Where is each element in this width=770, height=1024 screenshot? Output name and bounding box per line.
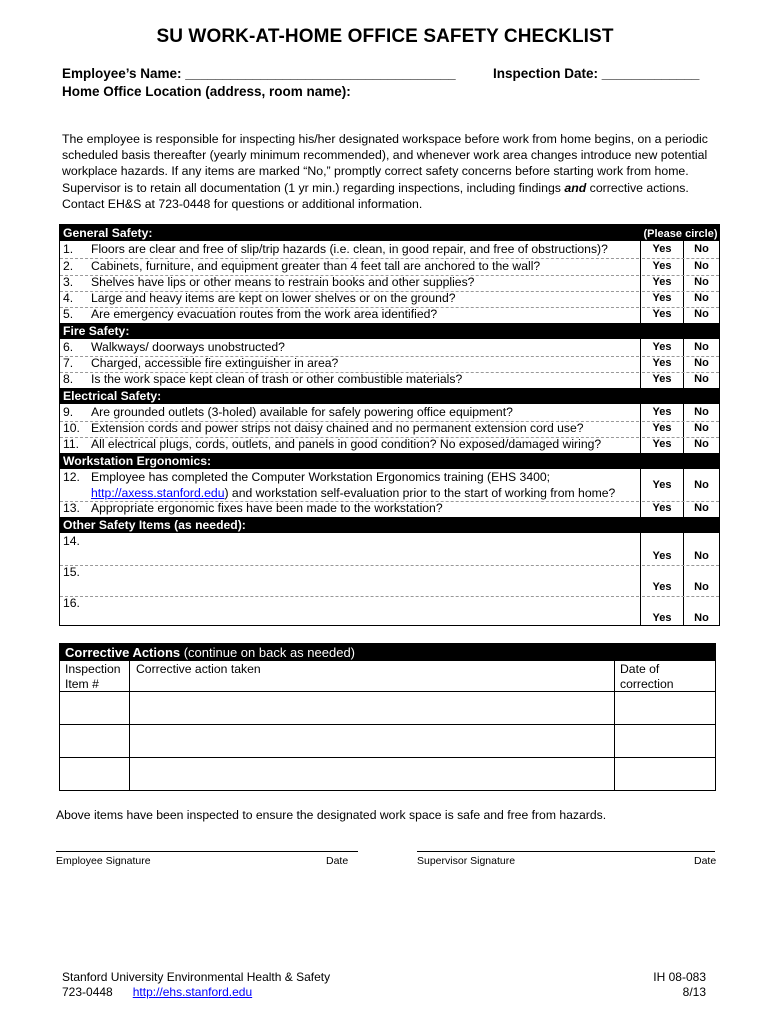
home-office-location-label: Home Office Location (address, room name): [62, 84, 351, 99]
checklist-item-11: 11. All electrical plugs, cords, outlets, and panels in good condition? No exposed/damaged wiring? Yes No [60, 437, 719, 453]
employee-name-label: Employee’s Name: ____________________________________ [62, 66, 456, 81]
intro-paragraph: The employee is responsible for inspecting his/her designated workspace before work from home begins, on a periodic scheduled basis thereafter (yearly minimum recommended), and whenever work area changes introduce new potential workplace hazards. If any items are marked “No,” promptly correct safety concerns before starting work from home. Supervisor is to retain all documentation (1 yr min.) regarding inspections, including findings and corrective actions. Contact EH&S at 723-0448 for questions or additional information. [62, 132, 708, 211]
checklist-item-9: 9. Are grounded outlets (3-holed) available for safely powering office equipment? Yes No [60, 405, 719, 421]
checklist-item-12: 12. Employee has completed the Computer Workstation Ergonomics training (EHS 3400; http://axess.stanford.edu) and workstation self-evaluation prior to the start of working from home? Yes No [60, 470, 719, 501]
yes-option[interactable]: Yes [652, 612, 672, 624]
footer-right [600, 970, 706, 1000]
yes-option[interactable]: Yes [652, 341, 672, 353]
col-corrective-action: Corrective action taken [136, 662, 261, 676]
no-option[interactable]: No [694, 550, 709, 562]
checklist-item-13: 13. Appropriate ergonomic fixes have been made to the workstation? Yes No [60, 501, 719, 517]
yes-option[interactable]: Yes [652, 292, 672, 304]
checklist-item-5: 5. Are emergency evacuation routes from the work area identified? Yes No [60, 307, 719, 323]
row-1-action-cell[interactable] [130, 692, 614, 724]
yes-option[interactable]: Yes [652, 581, 672, 593]
col-inspection-item: Inspection Item # [65, 662, 121, 691]
no-option[interactable]: No [694, 260, 709, 272]
row-3-action-cell[interactable] [130, 758, 614, 790]
page-title: SU WORK-AT-HOME OFFICE SAFETY CHECKLIST [156, 26, 614, 47]
footer-phone: 723-0448 [62, 985, 113, 999]
section-electrical-safety: Electrical Safety: [60, 388, 719, 404]
row-2-date-cell[interactable] [615, 725, 715, 757]
yes-option[interactable]: Yes [652, 373, 672, 385]
no-option[interactable]: No [694, 357, 709, 369]
yes-option[interactable]: Yes [652, 406, 672, 418]
checklist-item-16: 16. Yes No [60, 596, 719, 627]
row-1-item-cell[interactable] [60, 692, 129, 724]
checklist-item-2: 2. Cabinets, furniture, and equipment greater than 4 feet tall are anchored to the wall? Yes No [60, 259, 719, 275]
please-circle-label: (Please circle) [643, 228, 718, 240]
yes-option[interactable]: Yes [652, 276, 672, 288]
yes-option[interactable]: Yes [652, 308, 672, 320]
no-option[interactable]: No [694, 406, 709, 418]
checklist-item-3: 3. Shelves have lips or other means to restrain books and other supplies? Yes No [60, 275, 719, 291]
corrective-actions-table [59, 643, 716, 791]
employee-signature-line[interactable] [56, 851, 358, 852]
yes-option[interactable]: Yes [652, 260, 672, 272]
row-2-item-cell[interactable] [60, 725, 129, 757]
no-option[interactable]: No [694, 373, 709, 385]
row-3-item-cell[interactable] [60, 758, 129, 790]
supervisor-date-label: Date [694, 855, 717, 867]
no-option[interactable]: No [694, 292, 709, 304]
footer-org: Stanford University Environmental Health & Safety [62, 970, 331, 984]
section-workstation-ergonomics: Workstation Ergonomics: [60, 453, 719, 469]
yes-option[interactable]: Yes [652, 357, 672, 369]
no-option[interactable]: No [694, 341, 709, 353]
checklist-item-10: 10. Extension cords and power strips not daisy chained and no permanent extension cord use? Yes No [60, 421, 719, 437]
section-other-safety-items: Other Safety Items (as needed): [60, 517, 719, 533]
inspection-date-label: Inspection Date: _____________ [493, 66, 700, 81]
no-option[interactable]: No [694, 276, 709, 288]
supervisor-signature-label: Supervisor Signature [417, 855, 516, 867]
section-general-safety: General Safety: (Please circle) [60, 225, 719, 241]
no-option[interactable]: No [694, 502, 709, 514]
safety-checklist [59, 224, 720, 626]
no-option[interactable]: No [694, 438, 709, 450]
checklist-item-6: 6. Walkways/ doorways unobstructed? Yes No [60, 340, 719, 356]
yes-option[interactable]: Yes [652, 438, 672, 450]
col-date-of-correction: Date of correction [620, 662, 674, 691]
row-2-action-cell[interactable] [130, 725, 614, 757]
checklist-item-14: 14. Yes No [60, 534, 719, 565]
yes-option[interactable]: Yes [652, 502, 672, 514]
employee-date-label: Date [326, 855, 349, 867]
supervisor-signature-line[interactable] [417, 851, 715, 852]
checklist-item-7: 7. Charged, accessible fire extinguisher in area? Yes No [60, 356, 719, 372]
employee-signature-label: Employee Signature [56, 855, 151, 867]
no-option[interactable]: No [694, 612, 709, 624]
no-option[interactable]: No [694, 422, 709, 434]
corrective-actions-header: Corrective Actions (continue on back as needed) [60, 644, 715, 661]
ehs-website-link[interactable]: http://ehs.stanford.edu [132, 985, 253, 999]
axess-link[interactable]: http://axess.stanford.edu [91, 485, 225, 500]
revision-date: 8/13 [682, 985, 706, 999]
inspection-statement: Above items have been inspected to ensure the designated work space is safe and free from hazards. [56, 808, 607, 822]
no-option[interactable]: No [694, 581, 709, 593]
checklist-item-15: 15. Yes No [60, 565, 719, 596]
yes-option[interactable]: Yes [652, 422, 672, 434]
no-option[interactable]: No [694, 308, 709, 320]
checklist-item-8: 8. Is the work space kept clean of trash or other combustible materials? Yes No [60, 372, 719, 388]
checklist-item-4: 4. Large and heavy items are kept on lower shelves or on the ground? Yes No [60, 291, 719, 307]
form-id: IH 08-083 [653, 970, 706, 984]
yes-option[interactable]: Yes [652, 243, 672, 255]
no-option[interactable]: No [694, 243, 709, 255]
section-fire-safety: Fire Safety: [60, 323, 719, 339]
row-3-date-cell[interactable] [615, 758, 715, 790]
checklist-item-1: 1. Floors are clear and free of slip/trip hazards (i.e. clean, in good repair, and free of obstructions)? Yes No [60, 242, 719, 258]
footer-left [62, 970, 330, 1000]
yes-option[interactable]: Yes [652, 550, 672, 562]
yes-option[interactable]: Yes [652, 479, 672, 491]
no-option[interactable]: No [694, 479, 709, 491]
row-1-date-cell[interactable] [615, 692, 715, 724]
